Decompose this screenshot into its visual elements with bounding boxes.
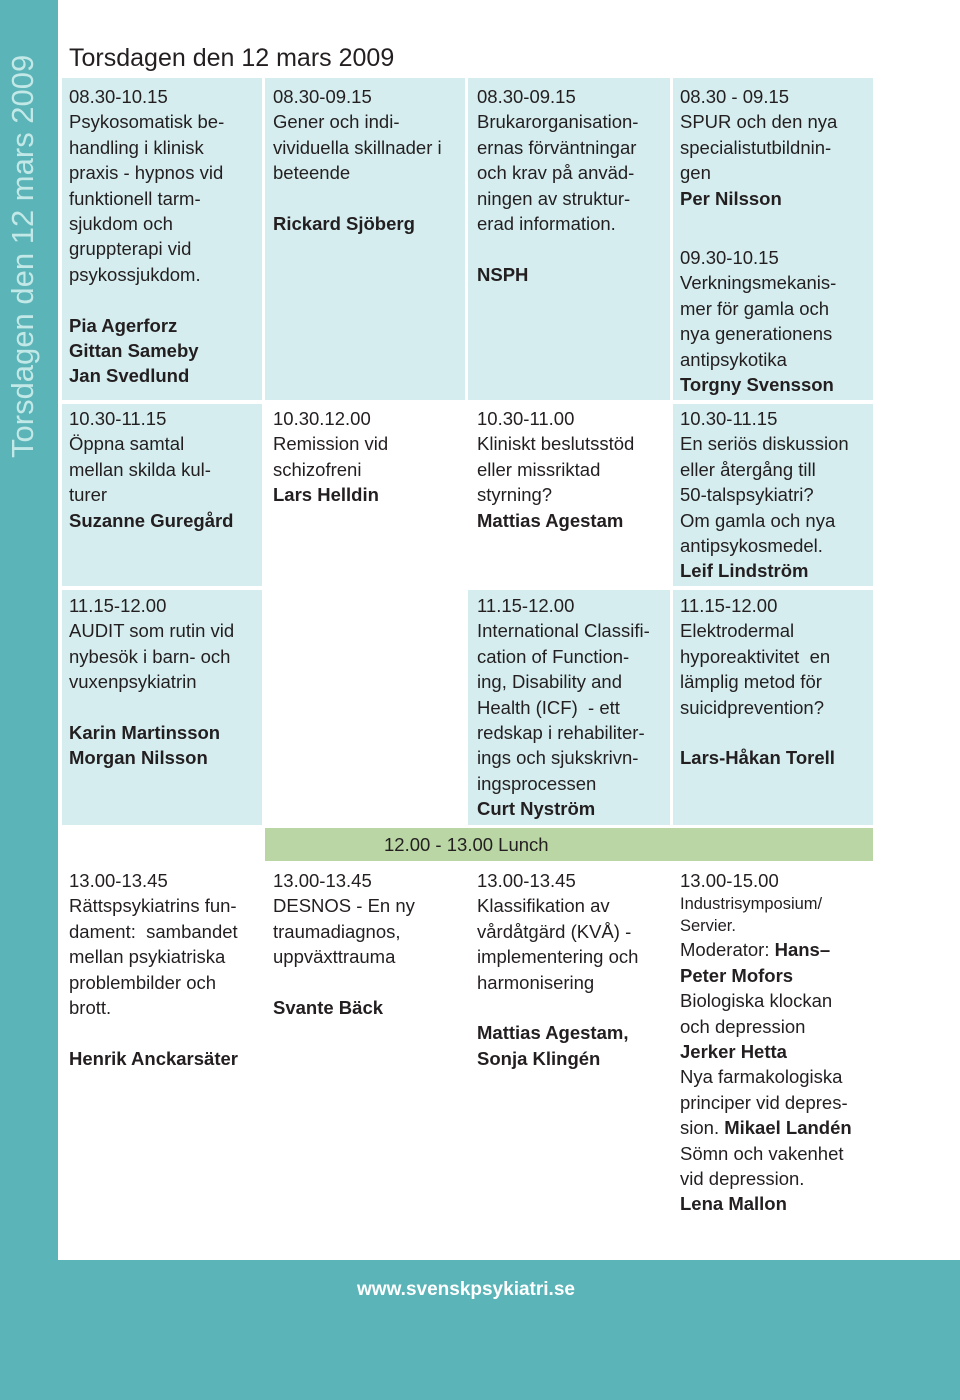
spacer [69, 695, 234, 720]
session-title-line: praxis - hypnos vid [69, 162, 224, 184]
session-r1-col2 [273, 84, 442, 236]
session-time: 09.30-10.15 [680, 246, 779, 268]
session-title-line: erad information. [477, 212, 616, 234]
talk-title-line: sion. [680, 1117, 720, 1139]
session-r3-col1 [69, 593, 234, 771]
speaker-name: Karin Martinsson [69, 721, 221, 743]
spacer [477, 995, 638, 1020]
spacer [69, 1020, 238, 1045]
speaker-name: Mattias Agestam [477, 509, 624, 531]
session-r2-col4 [680, 406, 849, 584]
speaker-name: Per Nilsson [680, 187, 782, 209]
session-time: 11.15-12.00 [477, 595, 575, 616]
session-time: 13.00-13.45 [273, 870, 372, 891]
session-verkningsmekanismer [680, 245, 837, 397]
session-title-line: En seriös diskussion [680, 433, 849, 455]
speaker-name: NSPH [477, 263, 529, 285]
session-title-line: vuxenpsykiatrin [69, 671, 197, 693]
spacer [273, 970, 415, 995]
session-title-line: mer för gamla och [680, 297, 830, 319]
speaker-name: Sonja Klingén [477, 1047, 601, 1069]
footer-band [0, 1260, 960, 1400]
moderator-name: Hans– [774, 939, 831, 961]
session-title-line: mellan skilda kul- [69, 458, 211, 480]
speaker-name: Pia Agerforz [69, 314, 178, 336]
lunch-bar [265, 828, 873, 861]
session-r2-col3 [477, 406, 634, 533]
session-title-line: gen [680, 162, 711, 184]
moderator-name: Peter Mofors [680, 964, 794, 986]
session-time: 13.00-15.00 [680, 870, 779, 891]
session-title-line: Psykosomatisk be- [69, 111, 225, 133]
session-title-line: beteende [273, 162, 351, 184]
session-title-line: sjukdom och [69, 212, 173, 234]
talk-title-line: principer vid depres- [680, 1091, 848, 1113]
moderator-label: Moderator: [680, 939, 770, 961]
talk-title-line: och depression [680, 1015, 806, 1037]
session-title-line: redskap i rehabiliter- [477, 721, 645, 743]
session-title-line: AUDIT som rutin vid [69, 620, 235, 642]
session-title-line: mellan psykiatriska [69, 946, 226, 968]
session-title-line: SPUR och den nya [680, 111, 838, 133]
speaker-name: Morgan Nilsson [69, 747, 208, 769]
speaker-name: Jerker Hetta [680, 1040, 787, 1062]
session-time: 13.00-13.45 [69, 870, 168, 891]
session-title-line: dament: sambandet [69, 920, 238, 942]
speaker-name: Lena Mallon [680, 1193, 787, 1215]
session-title-line: eller återgång till [680, 458, 816, 480]
session-title-line: implementering och [477, 946, 639, 968]
speaker-name: Lars-Håkan Torell [680, 747, 835, 769]
spacer [69, 287, 224, 312]
session-title-line: vårdåtgärd (KVÅ) - [477, 920, 632, 942]
session-r1-col4 [680, 84, 837, 397]
session-title-line: uppväxttrauma [273, 946, 396, 968]
session-spur [680, 84, 837, 211]
session-title-line: Klassifikation av [477, 895, 610, 917]
session-title-line: specialistutbildnin- [680, 136, 832, 158]
speaker-name: Leif Lindström [680, 560, 809, 582]
session-r5-col2 [273, 868, 415, 1020]
session-time: 08.30-09.15 [273, 86, 372, 107]
session-title-line: problembilder och [69, 971, 217, 993]
speaker-name: Jan Svedlund [69, 365, 190, 387]
session-title-line: International Classifi- [477, 620, 650, 642]
session-title-line: suicidprevention? [680, 696, 824, 718]
session-title-line: ingsprocessen [477, 772, 597, 794]
session-title-line: ing, Disability and [477, 671, 622, 693]
session-time: 10.30-11.00 [477, 408, 575, 429]
session-title-line: antipsykosmedel. [680, 534, 823, 556]
speaker-name: Suzanne Guregård [69, 509, 234, 531]
session-title-line: cation of Function- [477, 645, 630, 667]
session-title-line: 50-talspsykiatri? [680, 484, 814, 506]
speaker-name: Lars Helldin [273, 484, 379, 506]
website-url: www.svenskpsykiatri.se [357, 1279, 575, 1300]
speaker-name: Svante Bäck [273, 996, 384, 1018]
session-title-line: vividuella skillnader i [273, 136, 442, 158]
speaker-name: Torgny Svensson [680, 373, 834, 395]
page-title: Torsdagen den 12 mars 2009 [69, 44, 395, 72]
session-title-line: ernas förväntningar [477, 136, 637, 158]
session-title-line: Health (ICF) - ett [477, 696, 620, 718]
session-r5-col1 [69, 868, 238, 1071]
session-r1-col3 [477, 84, 638, 287]
session-title-line: ings och sjukskrivn- [477, 747, 639, 769]
session-title-line: hyporeaktivitet en [680, 645, 831, 667]
session-title-line: eller missriktad [477, 458, 601, 480]
session-title-line: ningen av struktur- [477, 187, 631, 209]
session-r2-col1 [69, 406, 233, 533]
session-title-line: nybesök i barn- och [69, 645, 231, 667]
symposium-line: Industrisymposium/ [680, 895, 823, 914]
talk-title-line: Nya farmakologiska [680, 1066, 843, 1088]
session-title-line: Kliniskt beslutsstöd [477, 433, 635, 455]
symposium-line: Servier. [680, 917, 736, 936]
sidebar-strip [0, 0, 58, 1400]
vertical-date-title: Torsdagen den 12 mars 2009 [5, 54, 40, 458]
session-title-line: turer [69, 484, 108, 506]
session-time: 08.30-09.15 [477, 86, 576, 107]
session-title-line: Gener och indi- [273, 111, 400, 133]
session-r3-col3 [477, 593, 650, 822]
speaker-name: Rickard Sjöberg [273, 212, 415, 234]
session-time: 13.00-13.45 [477, 870, 576, 891]
speaker-name: Henrik Anckarsäter [69, 1047, 238, 1069]
session-title-line: traumadiagnos, [273, 920, 401, 942]
session-time: 10.30-11.15 [69, 408, 167, 429]
session-title-line: gruppterapi vid [69, 238, 192, 260]
session-title-line: nya generationens [680, 323, 833, 345]
talk-title-line: Biologiska klockan [680, 990, 833, 1012]
session-time: 10.30.12.00 [273, 408, 371, 429]
session-r3-col4 [680, 593, 835, 771]
session-r1-col1 [69, 84, 224, 389]
spacer [477, 236, 638, 261]
session-title-line: brott. [69, 996, 112, 1018]
session-time: 11.15-12.00 [680, 595, 778, 616]
session-title-line: funktionell tarm- [69, 187, 201, 209]
session-title-line: Öppna samtal [69, 433, 185, 455]
session-r5-col4 [680, 868, 852, 1217]
session-title-line: Rättspsykiatrins fun- [69, 895, 237, 917]
session-r2-col2 [273, 406, 388, 508]
speaker-name: Mikael Landén [724, 1117, 852, 1139]
session-title-line: Verkningsmekanis- [680, 272, 837, 294]
session-time: 11.15-12.00 [69, 595, 167, 616]
talk-title-line: vid depression. [680, 1167, 805, 1189]
speaker-name: Gittan Sameby [69, 339, 199, 361]
session-title-line: Brukarorganisation- [477, 111, 639, 133]
session-r5-col3 [477, 868, 638, 1071]
session-title-line: Remission vid [273, 433, 389, 455]
spacer [680, 720, 835, 745]
speaker-name: Mattias Agestam, [477, 1022, 629, 1044]
talk-title-speaker-line [680, 1115, 852, 1140]
session-title-line: Om gamla och nya [680, 509, 836, 531]
talk-title-line: Sömn och vakenhet [680, 1142, 844, 1164]
session-title-line: styrning? [477, 484, 553, 506]
session-title-line: DESNOS - En ny [273, 895, 415, 917]
session-title-line: Elektrodermal [680, 620, 795, 642]
speaker-name: Curt Nyström [477, 798, 596, 820]
session-time: 08.30 - 09.15 [680, 86, 790, 107]
lunch-label: 12.00 - 13.00 Lunch [384, 834, 549, 855]
session-title-line: schizofreni [273, 458, 362, 480]
session-title-line: harmonisering [477, 971, 595, 993]
session-title-line: psykossjukdom. [69, 263, 201, 285]
session-title-line: handling i klinisk [69, 136, 204, 158]
spacer [273, 186, 442, 211]
session-title-line: lämplig metod för [680, 671, 822, 693]
session-time: 08.30-10.15 [69, 86, 168, 107]
session-time: 10.30-11.15 [680, 408, 778, 429]
moderator-line [680, 937, 852, 962]
session-title-line: och krav på anväd- [477, 162, 635, 184]
session-title-line: antipsykotika [680, 348, 787, 370]
